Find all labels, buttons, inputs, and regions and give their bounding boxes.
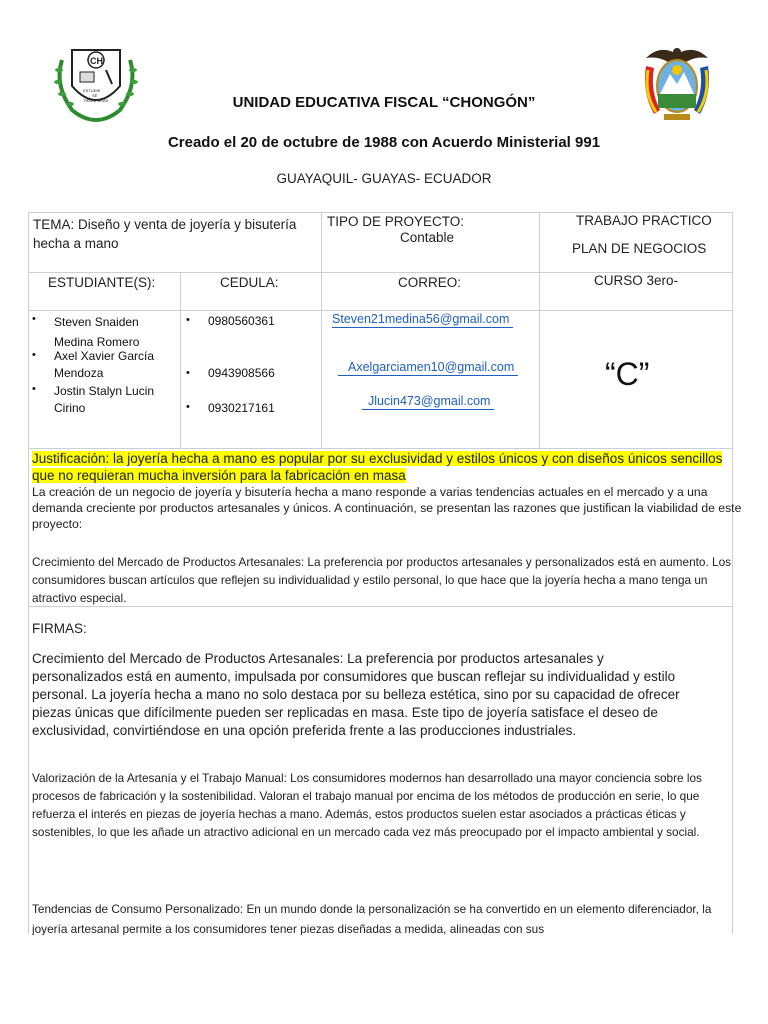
- bullet-icon: •: [186, 401, 190, 413]
- student-name: Axel Xavier García Mendoza: [54, 349, 155, 380]
- student-email-link[interactable]: Axelgarciamen10@gmail.com: [338, 360, 518, 376]
- course-section: “C”: [605, 356, 650, 392]
- id-header: CEDULA:: [220, 275, 279, 290]
- student-email-link[interactable]: Steven21medina56@gmail.com: [332, 312, 513, 328]
- project-topic: TEMA: Diseño y venta de joyería y bisutería hecha a mano: [33, 217, 297, 251]
- signatures-paragraph: Crecimiento del Mercado de Productos Artesanales: La preferencia por productos artesanales y personalizados está en aumento, impulsada por consumidores que buscan reflejar su individualidad y estilo personal. La joyería hecha a mano no solo destaca por su belleza estética, sino por su capacidad de ofrecer piezas únicas que difícilmente pueden ser replicadas en masa. Este tipo de joyería satisface el deseo de exclusividad, convirtiéndose en una opción preferida frente a las producciones industriales.: [32, 651, 680, 738]
- school-name: UNIDAD EDUCATIVA FISCAL “CHONGÓN”: [232, 94, 536, 111]
- student-name: Steven Snaiden Medina Romero: [54, 315, 140, 349]
- logo-motto-2: SÉ: [92, 93, 98, 98]
- student-email-link[interactable]: Jlucin473@gmail.com: [362, 394, 494, 410]
- email-header: CORREO:: [398, 275, 462, 290]
- bullet-icon: •: [32, 383, 36, 395]
- logo-motto-1: ESTUDIE: [83, 88, 101, 93]
- course-label: CURSO 3ero-: [594, 273, 679, 288]
- justification-highlight: Justificación: la joyería hecha a mano es popular por su exclusividad y estilos únicos y con diseños únicos sencillos que no requieran mucha inversión para la fabricación en masa: [32, 451, 723, 483]
- work-type: TRABAJO PRACTICO: [576, 213, 712, 228]
- student-id: 0943908566: [208, 366, 275, 380]
- signatures-label: FIRMAS:: [32, 621, 87, 636]
- bullet-icon: •: [32, 313, 36, 325]
- business-plan: PLAN DE NEGOCIOS: [572, 241, 707, 256]
- students-header: ESTUDIANTE(S):: [48, 275, 156, 290]
- signatures-paragraph: Tendencias de Consumo Personalizado: En un mundo donde la personalización se ha convertido en un elemento diferenciador, la joyería artesanal permite a los consumidores tener piezas diseñadas a medida, alineadas con sus: [32, 902, 712, 935]
- justification-paragraph: Crecimiento del Mercado de Productos Artesanales: La preferencia por productos artesanales y personalizados está en aumento. Los consumidores buscan artículos que reflejen su individualidad y estilo personal, lo que hace que la joyería hecha a mano tenga un atractivo especial.: [32, 555, 732, 605]
- bullet-icon: •: [186, 367, 190, 379]
- project-type-label: TIPO DE PROYECTO:: [327, 214, 465, 229]
- location: GUAYAQUIL- GUAYAS- ECUADOR: [276, 171, 492, 186]
- logo-motto-3: TRIUNFARÁS: [83, 98, 109, 103]
- justification-paragraph: La creación de un negocio de joyería y bisutería hecha a mano responde a varias tendencias actuales en el mercado y a una demanda creciente por productos artesanales y únicos. A continuación, se presentan las razones que justifican la viabilidad de este proyecto:: [32, 485, 742, 531]
- logo-initials: CH: [90, 56, 103, 66]
- creation-note: Creado el 20 de octubre de 1988 con Acuerdo Ministerial 991: [167, 134, 601, 151]
- student-name: Jostin Stalyn Lucin Cirino: [54, 384, 155, 415]
- student-id: 0930217161: [208, 401, 275, 415]
- student-id: 0980560361: [208, 314, 275, 328]
- bullet-icon: •: [32, 349, 36, 361]
- bullet-icon: •: [186, 314, 190, 326]
- coat-of-arms-emblem: [640, 38, 714, 124]
- signatures-paragraph: Valorización de la Artesanía y el Trabajo Manual: Los consumidores modernos han desarrollado una mayor conciencia sobre los procesos de fabricación y la sostenibilidad. Valoran el trabajo manual por encima de los métodos de producción en serie, lo que refuerza el interés en piezas de joyería hechas a mano. Además, estos productos suelen estar asociados a prácticas éticas y sostenibles, lo que les añade un atractivo adicional en un mercado cada vez más preocupado por el impacto ambiental y social.: [32, 771, 702, 839]
- project-type-value: Contable: [400, 230, 455, 245]
